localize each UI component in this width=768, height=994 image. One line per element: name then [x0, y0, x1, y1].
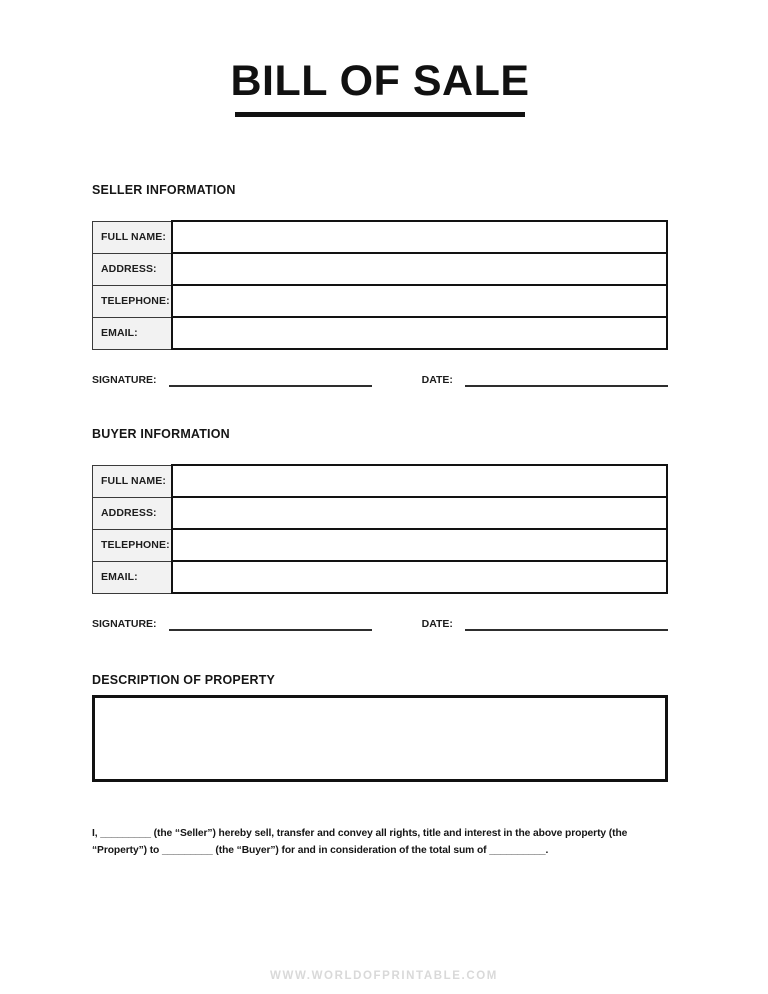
buyer-address-input[interactable] — [173, 499, 667, 527]
table-row — [93, 561, 668, 593]
buyer-full-name-input[interactable] — [173, 467, 667, 495]
seller-info-table — [92, 220, 668, 350]
seller-telephone-input[interactable] — [173, 287, 667, 315]
page-title: BILL OF SALE — [230, 57, 530, 105]
buyer-info-table — [92, 464, 668, 594]
footer-watermark: WWW.WORLDOFPRINTABLE.COM — [270, 970, 498, 982]
buyer-signature-label: SIGNATURE: — [92, 618, 157, 631]
property-description-box[interactable] — [92, 695, 668, 782]
table-row — [93, 285, 668, 317]
buyer-date-label: DATE: — [421, 618, 453, 631]
legal-statement: I, _________ (the “Seller”) hereby sell, transfer and convey all rights, title and interest in the above property (the “Property”) to _________ (the “Buyer”) for and in consideration of the total sum of __________. — [92, 828, 628, 857]
seller-full-name-input[interactable] — [173, 223, 667, 251]
table-row — [93, 253, 668, 285]
buyer-email-input[interactable] — [173, 563, 667, 591]
buyer-telephone-cell — [172, 529, 668, 561]
seller-address-input[interactable] — [173, 255, 667, 283]
seller-signature-label: SIGNATURE: — [92, 374, 157, 387]
table-row — [93, 221, 668, 253]
seller-signature-row — [92, 374, 668, 387]
buyer-signature-row — [92, 618, 668, 631]
seller-telephone-cell — [172, 285, 668, 317]
seller-full-name-label: FULL NAME: — [93, 221, 172, 253]
title-underline-rule — [235, 112, 525, 117]
seller-email-input[interactable] — [173, 319, 667, 347]
buyer-heading: BUYER INFORMATION — [92, 427, 230, 442]
seller-address-label: ADDRESS: — [93, 253, 172, 285]
seller-address-cell — [172, 253, 668, 285]
seller-date-label: DATE: — [421, 374, 453, 387]
property-heading: DESCRIPTION OF PROPERTY — [92, 673, 276, 688]
buyer-telephone-input[interactable] — [173, 531, 667, 559]
seller-heading: SELLER INFORMATION — [92, 183, 236, 198]
property-section — [92, 673, 668, 782]
seller-date-line[interactable] — [465, 374, 668, 387]
buyer-full-name-label: FULL NAME: — [93, 465, 172, 497]
seller-signature-line[interactable] — [169, 374, 372, 387]
table-row — [93, 529, 668, 561]
buyer-full-name-cell — [172, 465, 668, 497]
seller-email-cell — [172, 317, 668, 349]
seller-full-name-cell — [172, 221, 668, 253]
seller-section — [92, 183, 668, 387]
buyer-signature-line[interactable] — [169, 618, 372, 631]
table-row — [93, 317, 668, 349]
buyer-email-cell — [172, 561, 668, 593]
seller-telephone-label: TELEPHONE: — [93, 285, 172, 317]
seller-email-label: EMAIL: — [93, 317, 172, 349]
table-row — [93, 497, 668, 529]
buyer-email-label: EMAIL: — [93, 561, 172, 593]
table-row — [93, 465, 668, 497]
title-block — [92, 58, 668, 117]
buyer-address-cell — [172, 497, 668, 529]
buyer-address-label: ADDRESS: — [93, 497, 172, 529]
buyer-section — [92, 427, 668, 631]
buyer-date-line[interactable] — [465, 618, 668, 631]
buyer-telephone-label: TELEPHONE: — [93, 529, 172, 561]
